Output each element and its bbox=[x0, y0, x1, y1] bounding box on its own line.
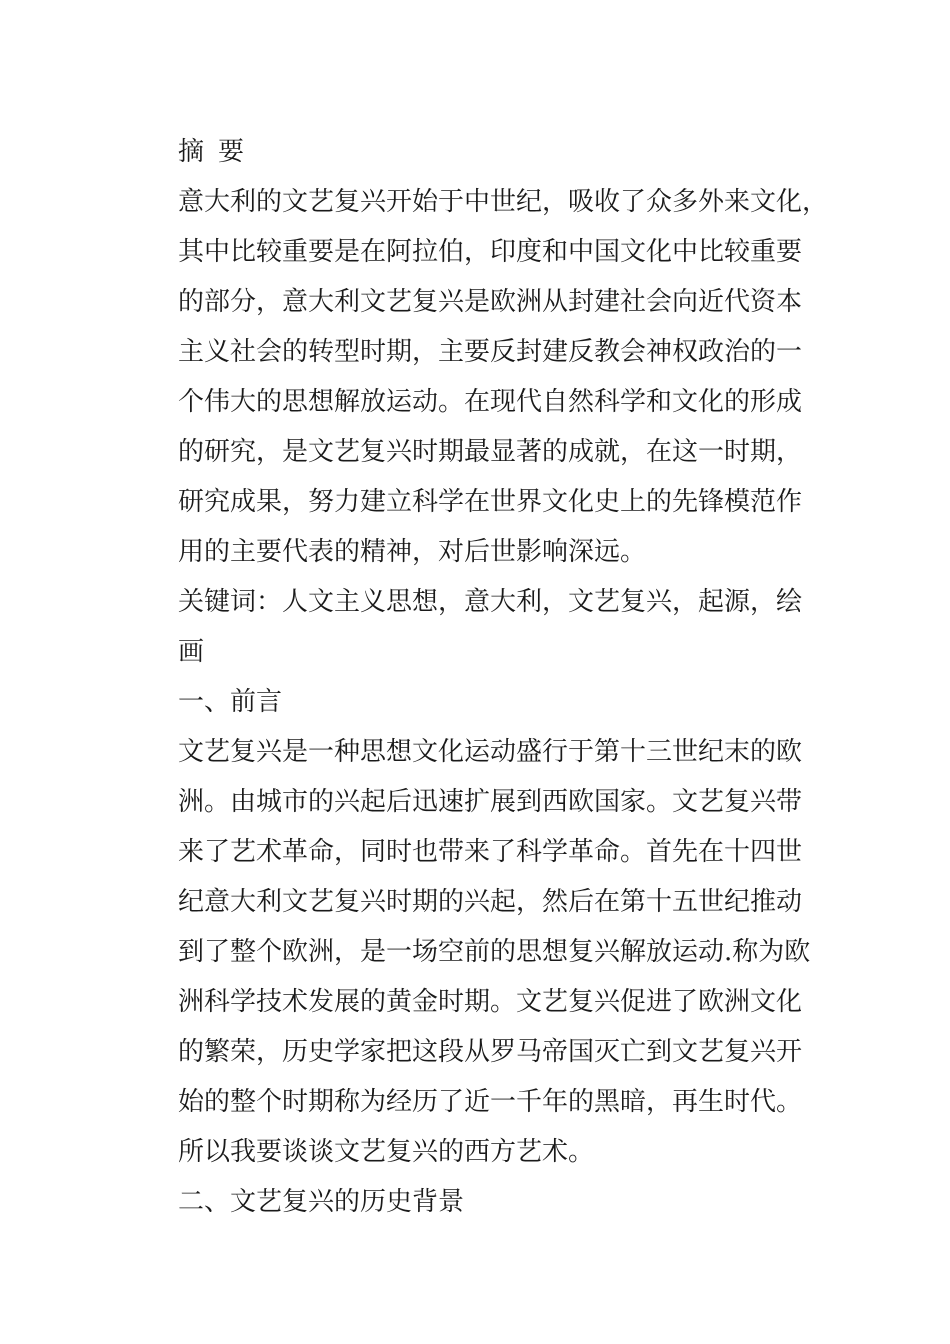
section-1-line-6: 洲科学技术发展的黄金时期。文艺复兴促进了欧洲文化 bbox=[178, 987, 803, 1017]
abstract-line-5: 个伟大的思想解放运动。在现代自然科学和文化的形成 bbox=[178, 387, 803, 417]
abstract-line-4: 主义社会的转型时期，主要反封建反教会神权政治的一 bbox=[178, 337, 803, 367]
section-1-line-4: 纪意大利文艺复兴时期的兴起，然后在第十五世纪推动 bbox=[178, 887, 803, 917]
abstract-line-1: 意大利的文艺复兴开始于中世纪，吸收了众多外来文化， bbox=[178, 187, 829, 217]
abstract-line-6: 的研究，是文艺复兴时期最显著的成就，在这一时期， bbox=[178, 437, 803, 467]
document-body bbox=[178, 127, 829, 1227]
abstract-heading bbox=[178, 127, 818, 177]
section-2-heading: 二、文艺复兴的历史背景 bbox=[178, 1187, 465, 1217]
section-1-line-1: 文艺复兴是一种思想文化运动盛行于第十三世纪末的欧 bbox=[178, 737, 803, 767]
abstract-heading-char-1: 摘 bbox=[178, 137, 205, 167]
abstract-line-8: 用的主要代表的精神，对后世影响深远。 bbox=[178, 537, 647, 567]
section-1-line-2: 洲。由城市的兴起后迅速扩展到西欧国家。文艺复兴带 bbox=[178, 787, 803, 817]
section-1-line-7: 的繁荣，历史学家把这段从罗马帝国灭亡到文艺复兴开 bbox=[178, 1037, 803, 1067]
section-1-line-5: 到了整个欧洲，是一场空前的思想复兴解放运动.称为欧 bbox=[178, 937, 811, 967]
section-1-line-9: 所以我要谈谈文艺复兴的西方艺术。 bbox=[178, 1137, 595, 1167]
abstract-line-2: 其中比较重要是在阿拉伯，印度和中国文化中比较重要 bbox=[178, 237, 803, 267]
keywords-line-1: 关键词：人文主义思想，意大利，文艺复兴，起源，绘 bbox=[178, 587, 803, 617]
abstract-heading-char-2: 要 bbox=[218, 137, 245, 167]
abstract-line-7: 研究成果，努力建立科学在世界文化史上的先锋模范作 bbox=[178, 487, 803, 517]
keywords-line-2: 画 bbox=[178, 637, 205, 667]
section-1-line-3: 来了艺术革命，同时也带来了科学革命。首先在十四世 bbox=[178, 837, 803, 867]
abstract-line-3: 的部分，意大利文艺复兴是欧洲从封建社会向近代资本 bbox=[178, 287, 803, 317]
section-1-line-8: 始的整个时期称为经历了近一千年的黑暗，再生时代。 bbox=[178, 1087, 803, 1117]
section-1-heading: 一、前言 bbox=[178, 687, 283, 717]
